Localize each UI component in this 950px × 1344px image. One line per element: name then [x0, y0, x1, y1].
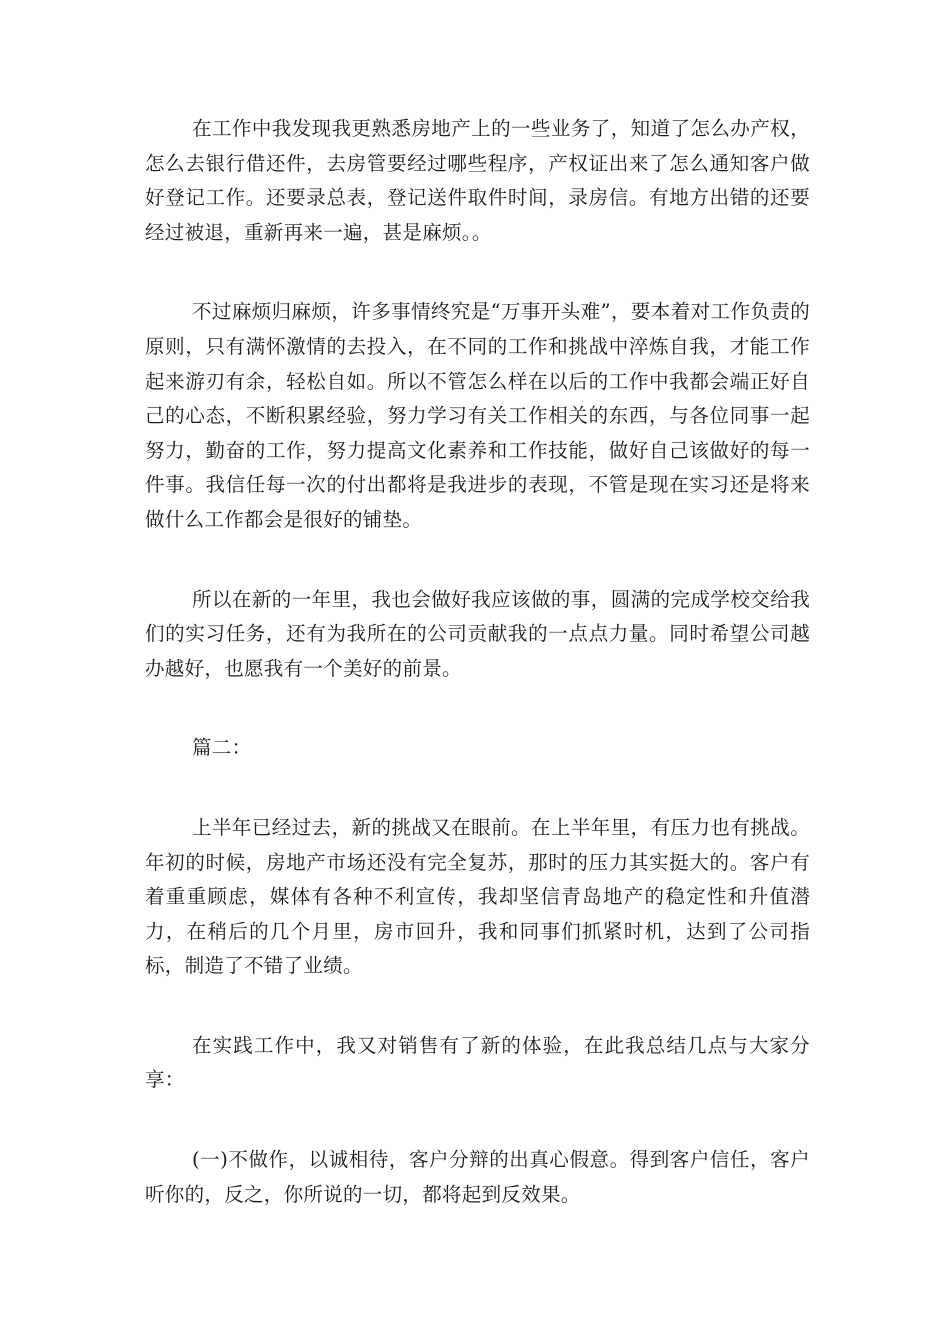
- paragraph-new-year: 所以在新的一年里，我也会做好我应该做的事，圆满的完成学校交给我们的实习任务，还有为我所在的公司贡献我的一点点力量。同时希望公司越办越好，也愿我有一个美好的前景。: [145, 587, 810, 680]
- paragraph-first-half-year: 上半年已经过去，新的挑战又在眼前。在上半年里，有压力也有挑战。年初的时候，房地产市场还没有完全复苏，那时的压力其实挺大的。客户有着重重顾虑，媒体有各种不利宣传，我却坚信青岛地产的稳定性和升值潜力，在稍后的几个月里，房市回升，我和同事们抓紧时机，达到了公司指标，制造了不错了业绩。: [145, 815, 810, 978]
- paragraph-work-experience: 在工作中我发现我更熟悉房地产上的一些业务了，知道了怎么办产权，怎么去银行借还件，去房管要经过哪些程序，产权证出来了怎么通知客户做好登记工作。还要录总表，登记送件取件时间，录房信。有地方出错的还要经过被退，重新再来一遍，甚是麻烦。。: [145, 117, 810, 244]
- paragraph-point-one: (一)不做作，以诚相待，客户分辩的出真心假意。得到客户信任，客户听你的，反之，你所说的一切，都将起到反效果。: [145, 1148, 810, 1206]
- paragraph-trouble-attitude: 不过麻烦归麻烦，许多事情终究是“万事开头难”，要本着对工作负责的原则，只有满怀激情的去投入，在不同的工作和挑战中淬炼自我，才能工作起来游刃有余，轻松自如。所以不管怎么样在以后的工作中我都会端正好自己的心态，不断积累经验，努力学习有关工作相关的东西，与各位同事一起努力，勤奋的工作，努力提高文化素养和工作技能，做好自己该做好的每一件事。我信任每一次的付出都将是我进步的表现，不管是现在实习还是将来做什么工作都会是很好的铺垫。: [145, 300, 810, 531]
- section-heading: 篇二：: [192, 736, 252, 760]
- document-body: [145, 112, 810, 1257]
- paragraph-sales-experience: 在实践工作中，我又对销售有了新的体验，在此我总结几点与大家分享：: [145, 1033, 810, 1092]
